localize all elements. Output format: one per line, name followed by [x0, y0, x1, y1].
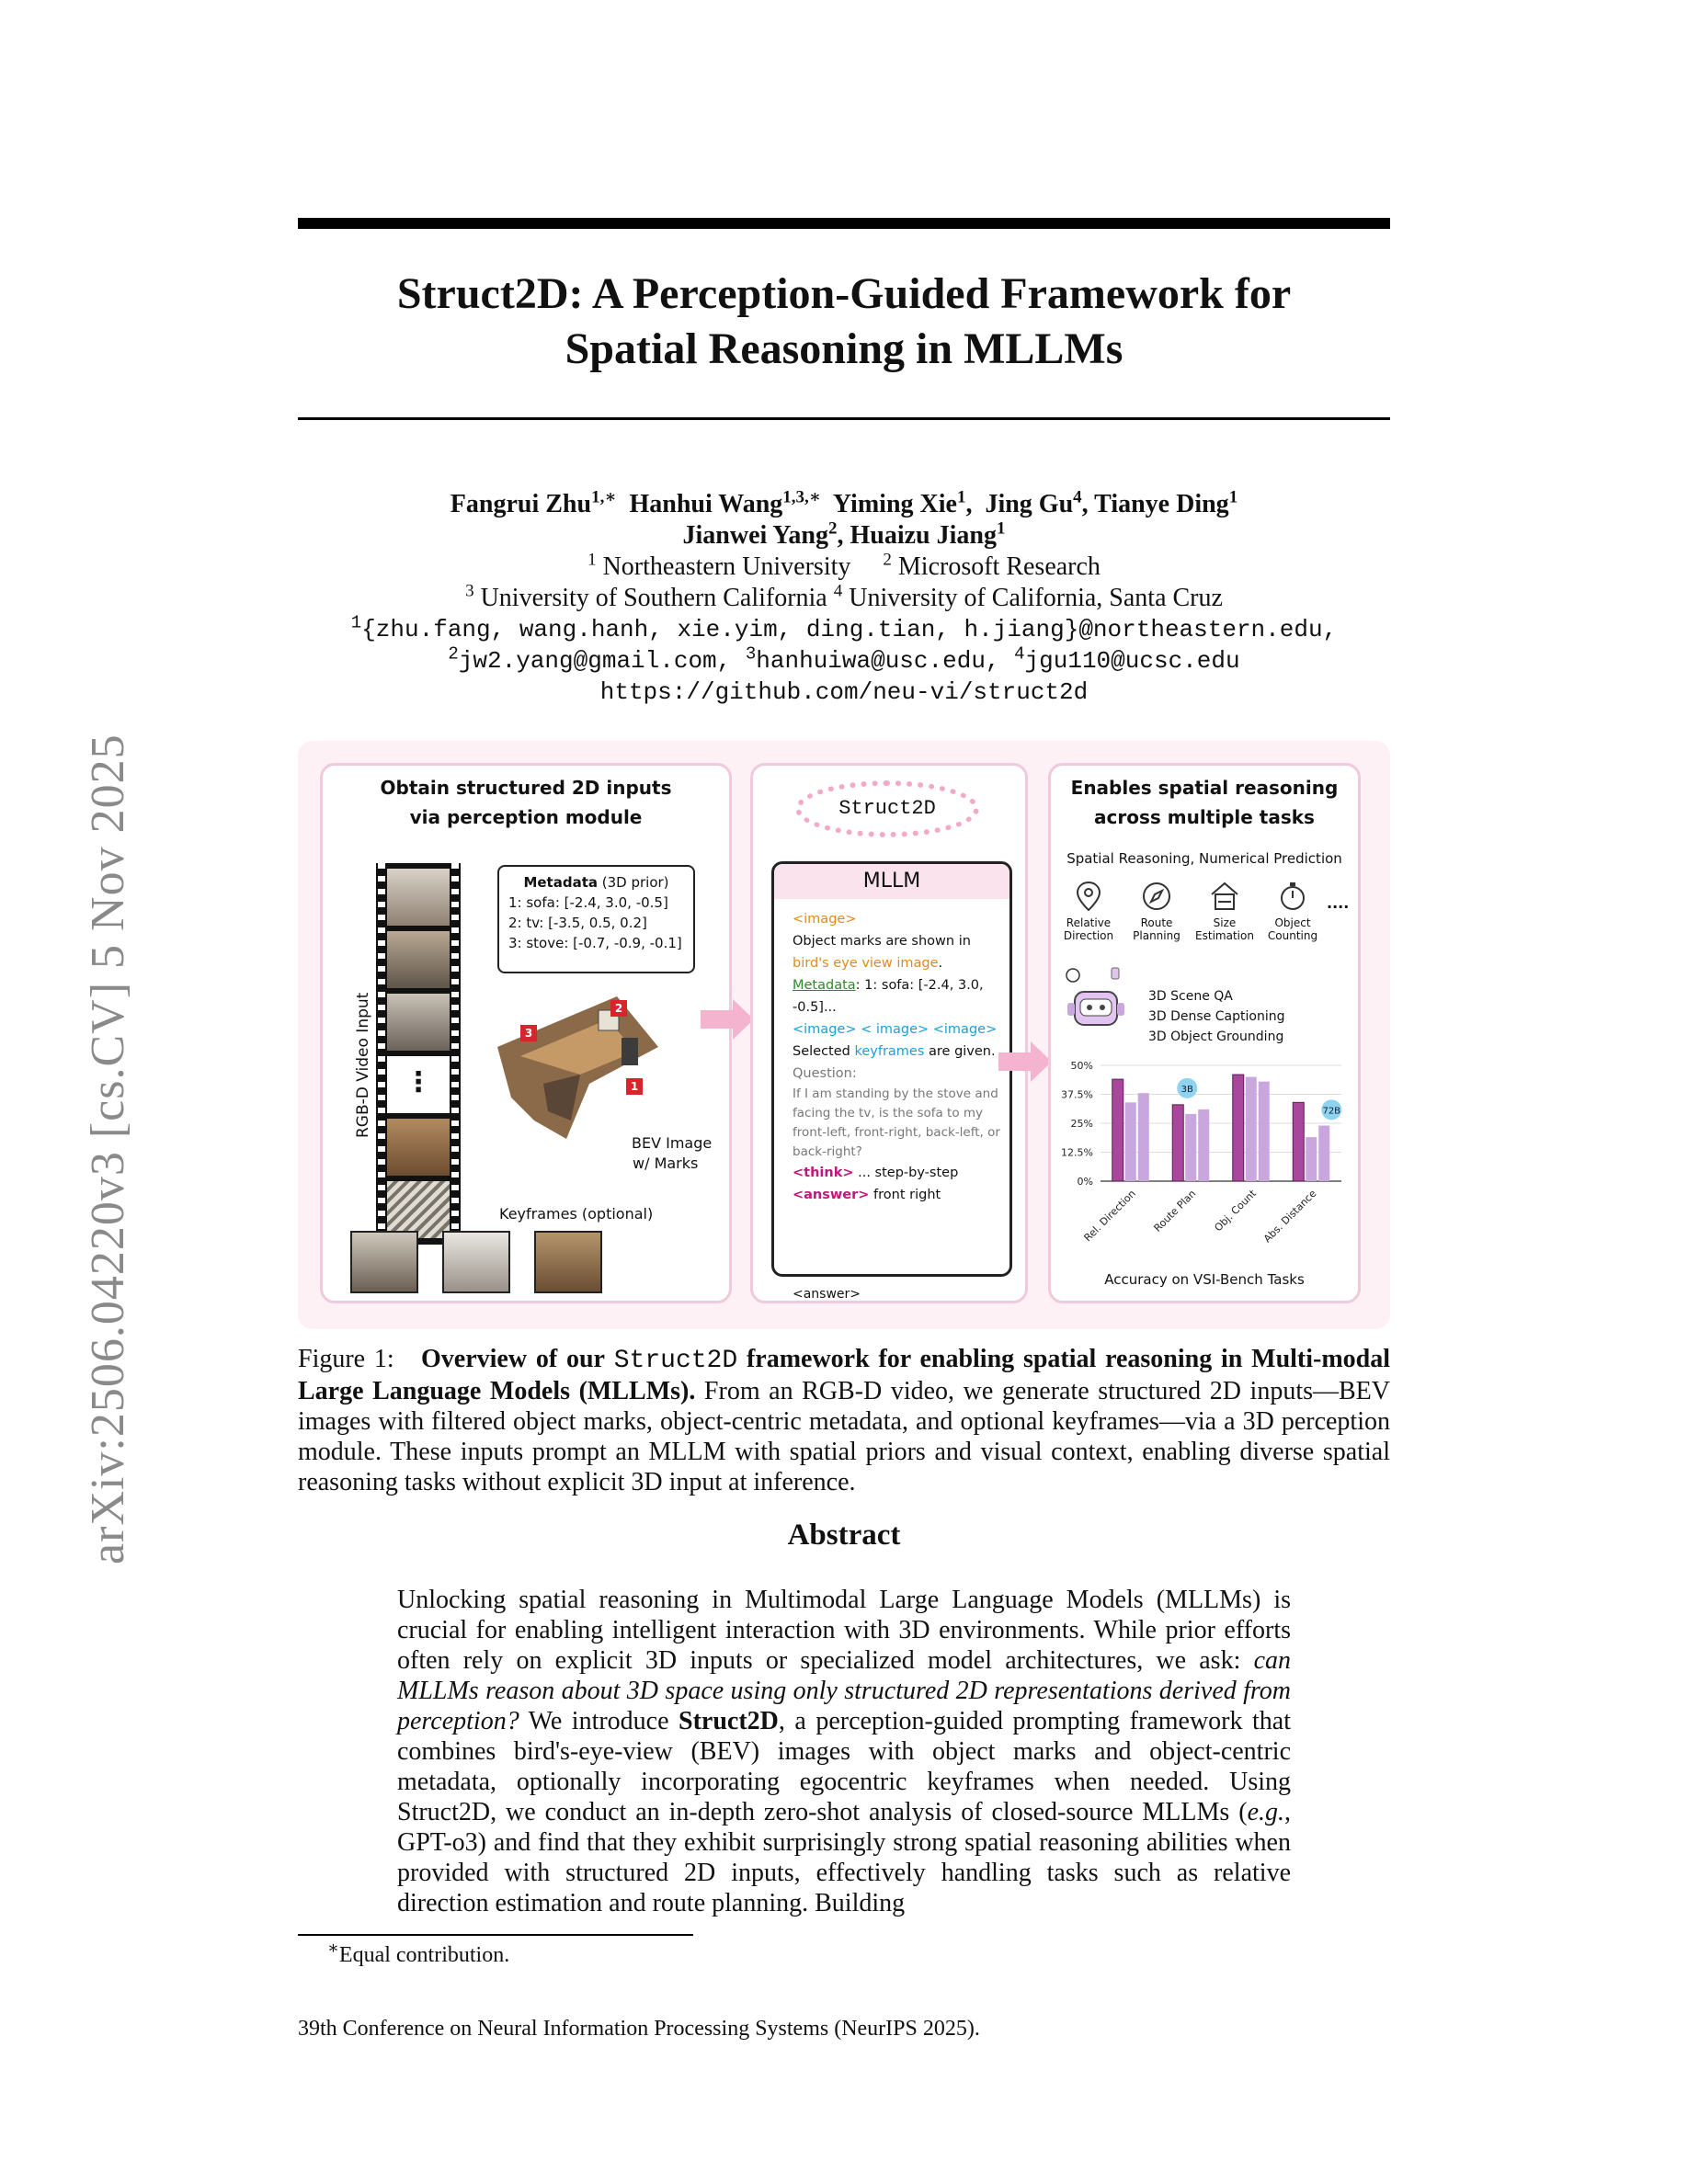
panel-tasks	[1048, 763, 1361, 1303]
compass-icon	[1140, 880, 1173, 913]
task-item: 3D Object Grounding	[1148, 1029, 1284, 1044]
y-tick-label: 0%	[1077, 1176, 1093, 1188]
panel-perception	[320, 763, 732, 1303]
video-filmstrip	[376, 863, 461, 1245]
bar-baseline-b	[1198, 1109, 1209, 1181]
keyframe-thumbnail	[442, 1231, 510, 1293]
bev-label: BEV Image w/ Marks	[632, 1134, 713, 1172]
chart-caption: Accuracy on VSI-Bench Tasks	[1104, 1271, 1305, 1288]
bar-struct2d	[1233, 1075, 1244, 1181]
bar-struct2d	[1172, 1105, 1183, 1181]
task-relative-direction: Relative Direction	[1056, 880, 1121, 942]
more-tasks: ....	[1327, 894, 1350, 912]
author: Hanhui Wang	[629, 490, 783, 518]
more-frames-icon: ⋮	[387, 1056, 450, 1113]
mllm-prompt-box	[771, 861, 1012, 1302]
abstract-body: Unlocking spatial reasoning in Multimodal Large Language Models (MLLMs) is crucial for enabling intelligent interaction with 3D environments. While prior efforts often rely on explicit 3D inputs or specialized model architectures, we ask: can MLLMs reason about 3D space using only structured 2D representations derived from perception? We introduce Struct2D, a perception-guided prompting framework that combines bird's-eye-view (BEV) images with object marks and object-centric metadata, optionally incorporating egocentric keyframes when needed. Using Struct2D, we conduct an in-depth zero-shot analysis of closed-source MLLMs (e.g., GPT-o3) and find that they exhibit surprisingly strong spatial reasoning abilities when provided with structured 2D inputs, effectively handling tasks such as relative direction estimation and route planning. Building	[397, 1586, 1291, 1917]
bar-baseline-b	[1138, 1093, 1149, 1181]
y-tick-label: 12.5%	[1061, 1146, 1093, 1159]
keyframes-label: Keyframes (optional)	[499, 1205, 654, 1223]
author: Tianye Ding	[1094, 490, 1229, 518]
arrow-right-icon	[701, 996, 756, 1042]
video-input-label: RGB-D Video Input	[354, 992, 372, 1138]
x-tick-label: Rel. Direction	[1081, 1187, 1138, 1245]
author-line-1: Fangrui Zhu$^{1,∗}$ Hanhui Wang$^{1,3,∗}$ Yiming Xie$^1$, Jing Gu$^4$, Tianye Ding$^1$	[450, 487, 1238, 518]
title-bottom-rule	[298, 417, 1390, 420]
video-frame	[387, 869, 450, 926]
house-size-icon	[1208, 880, 1241, 913]
counter-icon	[1276, 880, 1309, 913]
arxiv-stamp: arXiv:2506.04220v3 [cs.CV] 5 Nov 2025	[82, 734, 134, 1564]
video-frame	[387, 1181, 450, 1238]
y-tick-label: 37.5%	[1061, 1088, 1093, 1101]
author: Jing Gu	[985, 490, 1074, 518]
affiliation-line-1: $^1$ Northeastern University $^2$ Microsoft Research	[587, 550, 1101, 581]
title-line-1: Struct2D: A Perception-Guided Framework for	[396, 269, 1292, 318]
task-object-counting: Object Counting	[1260, 880, 1325, 942]
x-tick-label: Abs. Distance	[1260, 1187, 1319, 1246]
object-mark: 1	[626, 1078, 643, 1095]
object-mark: 3	[520, 1025, 537, 1041]
venue-line: 39th Conference on Neural Information Processing Systems (NeurIPS 2025).	[298, 2017, 980, 2041]
x-tick-label: Obj. Count	[1212, 1187, 1259, 1234]
author: Huaizu Jiang	[850, 521, 997, 550]
answer-output: <answer>	[793, 1287, 861, 1302]
github-link[interactable]: https://github.com/neu-vi/struct2d	[599, 678, 1089, 706]
model-size-label: 72B	[1322, 1106, 1341, 1117]
bar-struct2d	[1112, 1079, 1123, 1181]
email-link[interactable]: jw2.yang@gmail.com,	[458, 647, 732, 675]
struct2d-badge: Struct2D	[795, 780, 979, 837]
prompt-text: <image> Object marks are shown in bird's eye view image. Metadata: 1: sofa: [-2.4, 3.0, -0.5]... <image> < image> <image> Selected keyframes are given. Question: If I am standing by the stove and facing the tv, is the sofa to my front-left, front-right, back-left, or back-right? <think> ... step-by-step <answer> front right	[793, 912, 1000, 1202]
footnote-rule	[298, 1934, 693, 1936]
affiliation-line-2: $^3$ University of Southern California $^4$ University of California, Santa Cruz	[465, 581, 1223, 612]
x-tick-label: Route Plan	[1151, 1187, 1199, 1234]
bar-baseline-b	[1318, 1126, 1329, 1181]
video-frame	[387, 1119, 450, 1176]
bar-struct2d	[1293, 1102, 1304, 1181]
author-block	[298, 489, 1390, 708]
video-frame	[387, 931, 450, 988]
task-item: 3D Scene QA	[1148, 989, 1233, 1004]
author: Jianwei Yang	[682, 521, 828, 550]
footnote: ∗Equal contribution.	[327, 1939, 510, 1967]
bar-baseline-a	[1185, 1114, 1196, 1181]
task-route-planning: Route Planning	[1124, 880, 1189, 942]
bev-image	[479, 983, 663, 1148]
y-tick-label: 25%	[1070, 1118, 1093, 1130]
tasks-subtitle: Spatial Reasoning, Numerical Prediction	[1066, 850, 1342, 867]
arrow-right-icon	[998, 1039, 1054, 1085]
keyframe-thumbnail	[534, 1231, 602, 1293]
panel-struct2d	[750, 763, 1028, 1303]
video-frame	[387, 994, 450, 1051]
panel-title: Enables spatial reasoning across multiple tasks	[1070, 777, 1339, 828]
author-line-2: Jianwei Yang$^2$, Huaizu Jiang$^1$	[682, 518, 1006, 550]
email-line-2: $^2$jw2.yang@gmail.com, $^3$hanhuiwa@usc.edu, $^4$jgu110@ucsc.edu	[448, 643, 1240, 675]
title-line-2: Spatial Reasoning in MLLMs	[565, 324, 1123, 373]
y-tick-label: 50%	[1070, 1060, 1093, 1072]
location-pin-icon	[1072, 880, 1105, 913]
figure-caption: Figure 1: Overview of our Struct2D framework for enabling spatial reasoning in Multi-modal Large Language Models (MLLMs). From an RGB-D video, we generate structured 2D inputs—BEV images with filtered object marks, object-centric metadata, and optional keyframes—via a 3D perception module. These inputs prompt an MLLM with spatial priors and visual context, enabling diverse spatial reasoning tasks without explicit 3D input at inference.	[298, 1345, 1391, 1496]
email-link[interactable]: hanhuiwa@usc.edu,	[756, 647, 1000, 675]
mllm-title: MLLM	[774, 864, 1009, 899]
task-size-estimation: Size Estimation	[1192, 880, 1257, 942]
email-line-1: $^1${zhu.fang, wang.hanh, xie.yim, ding.tian, h.jiang}@northeastern.edu,	[350, 612, 1338, 643]
author: Yiming Xie	[832, 490, 957, 518]
figure-1	[298, 741, 1390, 1329]
bar-baseline-a	[1246, 1077, 1257, 1181]
task-item: 3D Dense Captioning	[1148, 1009, 1285, 1024]
abstract-heading: Abstract	[787, 1519, 901, 1552]
robot-icon	[1064, 966, 1128, 1034]
bar-baseline-a	[1125, 1102, 1136, 1181]
vsi-bench-bar-chart	[1055, 1054, 1358, 1266]
title-top-rule	[298, 218, 1390, 229]
email-link[interactable]: jgu110@ucsc.edu	[1024, 647, 1240, 675]
model-size-label: 3B	[1180, 1084, 1193, 1095]
bar-baseline-a	[1306, 1137, 1317, 1181]
panel-title: Obtain structured 2D inputs via perception module	[380, 777, 672, 828]
task-list	[1148, 986, 1284, 1047]
author: Fangrui Zhu	[450, 490, 592, 518]
object-mark: 2	[610, 1000, 627, 1017]
metadata-box: Metadata (3D prior) 1: sofa: [-2.4, 3.0, -0.5] 2: tv: [-3.5, 0.5, 0.2] 3: stove: [-0.7, -0.9, -0.1]	[497, 865, 695, 973]
keyframe-thumbnail	[350, 1231, 418, 1293]
paper-title	[298, 267, 1390, 377]
bar-baseline-b	[1259, 1082, 1270, 1181]
